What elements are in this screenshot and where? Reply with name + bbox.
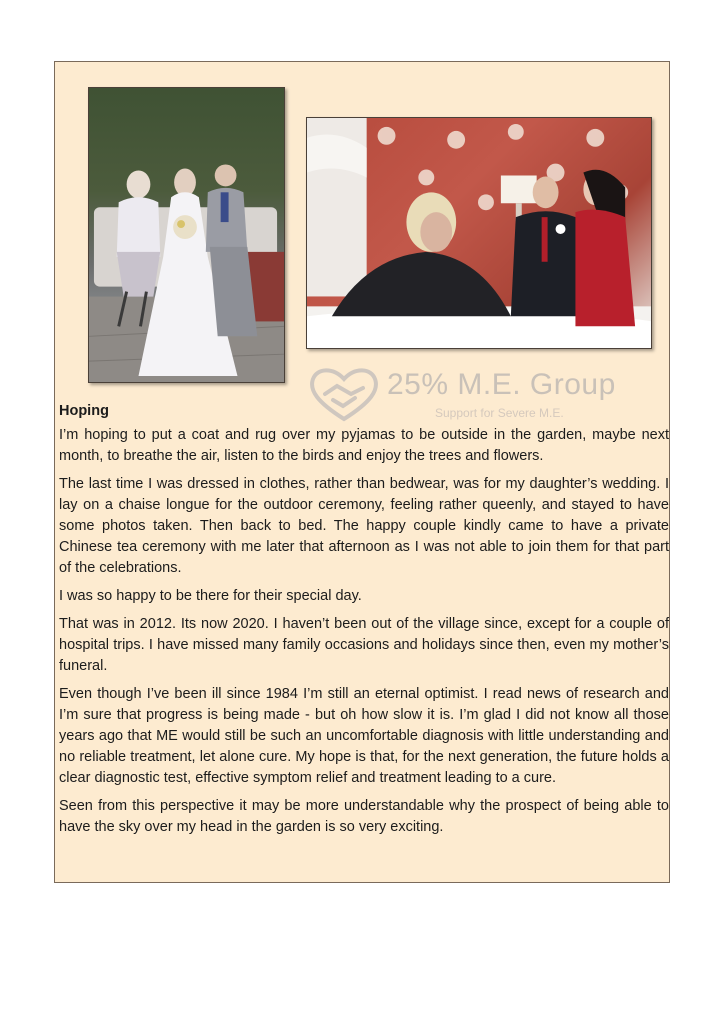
article-body [59, 401, 669, 845]
paragraph: The last time I was dressed in clothes, rather than bedwear, was for my daughter’s wedding. I lay on a chaise longue for the outdoor ceremony, feeling rather queenly, and stayed to have some photos taken. Then back to bed. The happy couple kindly came to have a private Chinese tea ceremony with me later that afternoon as I was not able to join them for that part of the celebrations. [59, 476, 669, 576]
wedding-photo [88, 87, 285, 383]
wedding-group-photo-icon [89, 88, 284, 382]
article-panel [54, 61, 670, 883]
paragraph: I’m hoping to put a coat and rug over my pyjamas to be outside in the garden, maybe next month, to breathe the air, listen to the birds and enjoy the trees and flowers. [59, 427, 669, 464]
article-heading: Hoping [59, 403, 109, 419]
paragraph: I was so happy to be there for their special day. [59, 588, 362, 604]
paragraph: Even though I’ve been ill since 1984 I’m still an eternal optimist. I read news of research and I’m sure that progress is being made - but oh how slow it is. I’m glad I did not know all those years ago that ME would still be such an uncomfortable diagnosis with little understanding and no reliable treatment, let alone cure. My hope is that, for the next generation, the future holds a clear diagnostic test, effective symptom relief and treatment leading to a cure. [59, 686, 669, 786]
paragraph: Seen from this perspective it may be more understandable why the prospect of being able to have the sky over my head in the garden is so very exciting. [59, 798, 669, 835]
watermark-title: 25% M.E. Group [387, 368, 616, 401]
tea-ceremony-photo [306, 117, 652, 349]
watermark-subtitle: Support for Severe M.E. [435, 406, 564, 420]
paragraph: That was in 2012. Its now 2020. I haven’t been out of the village since, except for a couple of hospital trips. I have missed many family occasions and holidays since then, even my mother’s funeral. [59, 616, 669, 674]
tea-ceremony-photo-icon [307, 118, 651, 348]
